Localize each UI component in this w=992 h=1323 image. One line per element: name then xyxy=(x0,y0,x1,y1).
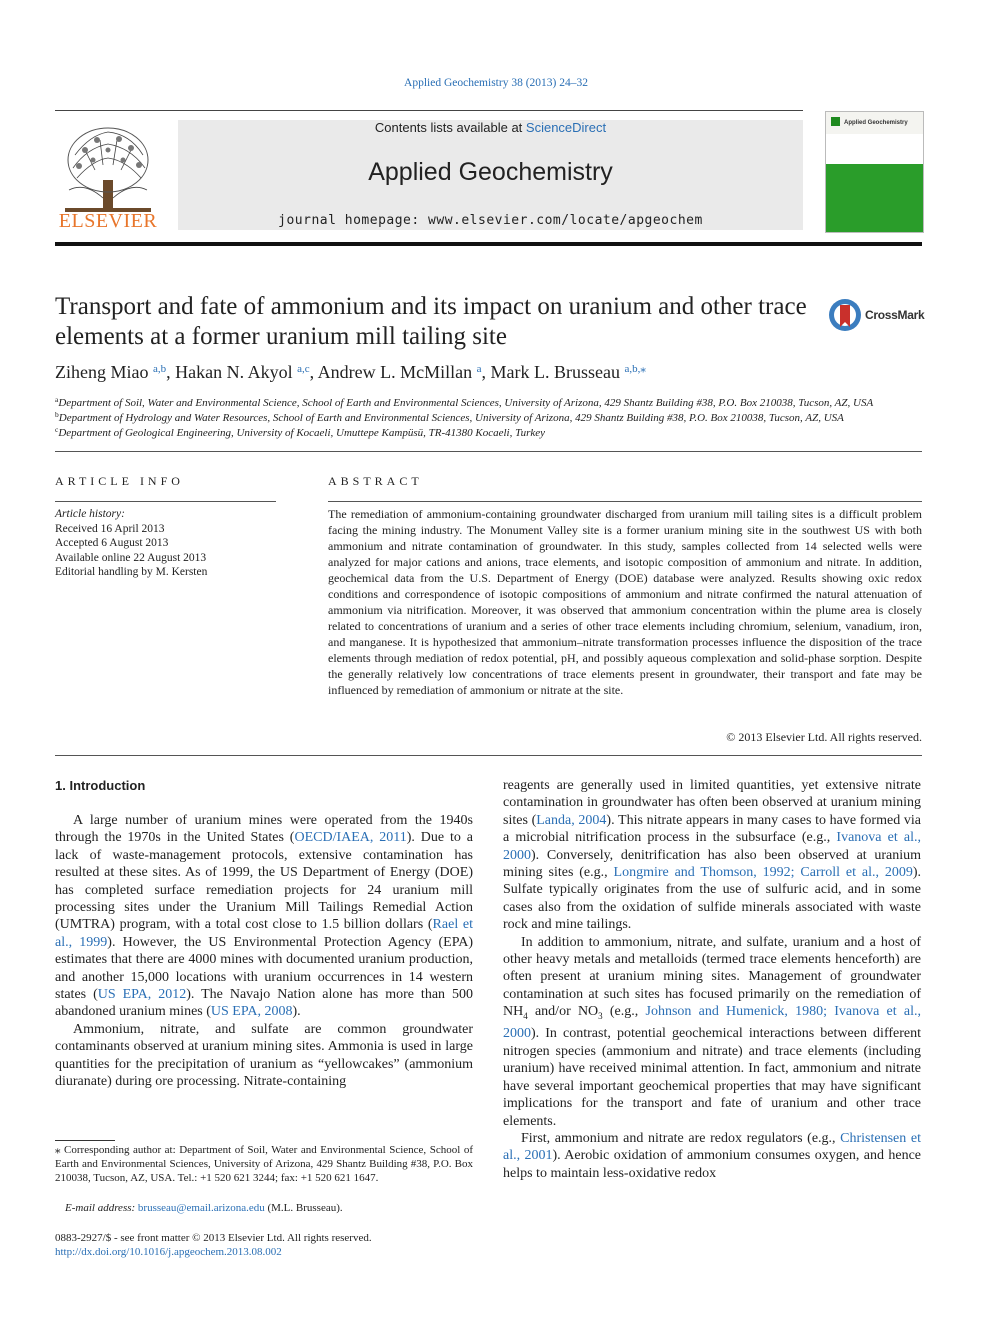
affiliation-text: Department of Geological Engineering, University of Kocaeli, Umuttepe Kampüsü, TR-41380 Kocaeli, Turkey xyxy=(58,427,546,439)
publisher-name: ELSEVIER xyxy=(58,210,158,232)
sciencedirect-link[interactable]: ScienceDirect xyxy=(525,120,607,135)
article-title: Transport and fate of ammonium and its impact on uranium and other trace elements at a former uranium mill tailing site xyxy=(55,293,807,350)
reference-link[interactable]: US EPA, 2012 xyxy=(97,987,187,1003)
paragraph: In addition to ammonium, nitrate, and sulfate, uranium and a host of other heavy metals and metalloids (termed trace elements henceforth) are often present at uranium mining sites. Management of groundwater contamination at such sites has focused primarily on the remediation of $NH_4$ and/or $NO_3$ (e.g., Johnson and Humenick, 1980; Ivanova et al., 2000). In contrast, potential geochemical interactions between different nitrogen species (ammonium and nitrate) and trace elements (including uranium) have received minimal attention. In fact, ammonium and nitrate have several important geochemical properties that may have significant implications for the transport and fate of uranium and other trace elements. xyxy=(503,934,921,1129)
abstract-copyright: © 2013 Elsevier Ltd. All rights reserved. xyxy=(726,730,922,744)
affiliation xyxy=(55,425,935,439)
email-label: E-mail address: xyxy=(65,1202,138,1214)
reference-link[interactable]: Christensen et al., 2001 xyxy=(503,1130,921,1164)
author-name[interactable]: Mark L. Brusseau xyxy=(490,362,620,382)
affiliation-mark: c xyxy=(55,425,59,434)
history-item: Available online 22 August 2013 xyxy=(55,551,207,564)
author-separator: , xyxy=(309,362,318,382)
author-affil-marks[interactable]: a,b,⁎ xyxy=(624,363,646,375)
author-name[interactable]: Hakan N. Akyol xyxy=(175,362,293,382)
email-link[interactable]: brusseau@email.arizona.edu xyxy=(137,1202,265,1214)
article-info-rule xyxy=(55,501,276,502)
contents-line xyxy=(178,120,803,135)
journal-title: Applied Geochemistry xyxy=(368,158,613,186)
abstract-rule xyxy=(328,501,922,502)
author-name[interactable]: Andrew L. McMillan xyxy=(317,362,473,382)
author-separator: , xyxy=(166,362,176,382)
reference-link[interactable]: Longmire and Thomson, 1992; Carroll et al., 2009 xyxy=(613,865,913,881)
cover-band xyxy=(826,134,923,164)
paragraph: A large number of uranium mines were operated from the 1940s through the 1970s in the United States (OECD/IAEA, 2011). Due to a lack of waste-management protocols, extensive contamination has resulted at these sites. As of 1999, the US Department of Energy (DOE) has completed surface remediation projects for 24 uranium mill processing sites under the Uranium Mill Tailings Remedial Action (UMTRA) program, with a total cost close to 1.5 billion dollars (Rael et al., 1999). However, the US Environmental Protection Agency (EPA) estimates that there are 4000 mines with documented uranium production, and another 15,000 locations with uranium occurrences in 14 western states (US EPA, 2012). The Navajo Nation alone has more than 500 abandoned uranium mines (US EPA, 2008). xyxy=(55,813,474,1020)
author-affil-marks[interactable]: a,c xyxy=(297,363,310,375)
affiliation xyxy=(55,410,935,424)
journal-citation[interactable]: Applied Geochemistry 38 (2013) 24–32 xyxy=(404,77,588,89)
history-label: Article history: xyxy=(55,508,125,520)
reference-link[interactable]: Landa, 2004 xyxy=(536,812,607,828)
issn-line: 0883-2927/$ - see front matter © 2013 Elsevier Ltd. All rights reserved. xyxy=(55,1232,372,1244)
author-separator: , xyxy=(481,362,491,382)
reference-link[interactable]: Ivanova et al., 2000 xyxy=(503,830,922,863)
footnote-rule xyxy=(55,1140,115,1141)
history-item: Accepted 6 August 2013 xyxy=(55,537,169,549)
paragraph: Ammonium, nitrate, and sulfate are common groundwater contaminants observed at uranium mining sites. Ammonia is used in large quantities for the precipitation of uranium as “yellowcakes” (ammonium diuranate) during ore processing. Nitrate-containing xyxy=(55,1021,473,1090)
section-heading: 1. Introduction xyxy=(55,778,146,793)
email-suffix: (M.L. Brusseau). xyxy=(264,1202,343,1214)
author-name[interactable]: Ziheng Miao xyxy=(55,362,149,382)
article-history xyxy=(55,507,285,580)
contents-prefix: Contents lists available at xyxy=(374,120,526,135)
affiliation-text: Department of Hydrology and Water Resources, School of Earth and Environmental Sciences, University of Arizona, 429 Shantz Building #38, P.O. Box 210038, Tucson, AZ, USA xyxy=(58,412,844,424)
author-affil-marks[interactable]: a,b xyxy=(152,363,167,375)
journal-cover-thumbnail xyxy=(825,111,924,233)
affiliation-text: Department of Soil, Water and Environmental Science, School of Earth and Environmental Sciences, University of Arizona, 429 Shantz Building #38, P.O. Box 210038, Tucson, AZ, USA xyxy=(58,397,874,409)
reference-link[interactable]: Rael et al., 1999 xyxy=(55,917,474,950)
paragraph: reagents are generally used in limited quantities, yet extensive nitrate contamination in groundwater has often been observed at uranium mining sites (Landa, 2004). This nitrate appears in many cases to have formed via a microbial nitrification process in the subsurface (e.g., Ivanova et al., 2000). Conversely, denitrification has also been observed at uranium mining sites (e.g., Longmire and Thomson, 1992; Carroll et al., 2009). Sulfate typically originates from the use of sulfuric acid, and in some cases also from the oxidation of sulfide minerals associated with waste rock and mine tailings. xyxy=(503,778,922,933)
cover-header xyxy=(826,112,923,134)
reference-link[interactable]: Johnson and Humenick, 1980; Ivanova et al., 2000 xyxy=(503,1004,921,1042)
article-info-heading: ARTICLE INFO xyxy=(55,474,184,488)
reference-link[interactable]: OECD/IAEA, 2011 xyxy=(294,830,407,846)
cover-title: Applied Geochemistry xyxy=(844,120,908,126)
affiliation-rule xyxy=(55,451,922,452)
abstract-end-rule xyxy=(55,755,922,756)
reference-link[interactable]: US EPA, 2008 xyxy=(210,1004,293,1020)
right-column xyxy=(503,777,921,1182)
journal-homepage[interactable]: journal homepage: www.elsevier.com/locate/apgeochem xyxy=(278,213,703,228)
cover-logo-icon xyxy=(831,117,840,126)
left-column xyxy=(55,812,473,1091)
paragraph: First, ammonium and nitrate are redox regulators (e.g., Christensen et al., 2001). Aerobic oxidation of ammonium consumes oxygen, and hence helps to maintain less-oxidative redox xyxy=(503,1130,921,1181)
doi-link[interactable] xyxy=(55,1245,555,1259)
doi-url[interactable]: http://dx.doi.org/10.1016/j.apgeochem.2013.08.002 xyxy=(55,1246,282,1258)
author-affil-marks[interactable]: a xyxy=(476,363,482,375)
crossmark-label: CrossMark xyxy=(865,308,925,322)
affiliation xyxy=(55,395,935,409)
crossmark-icon xyxy=(827,297,863,333)
crossmark-badge[interactable] xyxy=(827,297,927,335)
author-list xyxy=(55,362,925,383)
affiliation-mark: b xyxy=(55,410,59,419)
history-item: Received 16 April 2013 xyxy=(55,522,165,535)
abstract-text: The remediation of ammonium-containing groundwater discharged from uranium mill tailing sites is a difficult problem facing the mining industry. The Monument Valley site is a former uranium mining site in the southwest US with both ammonium and nitrate contamination of groundwater. In this study, samples collected from 14 selected wells were analyzed for major cations and anions, trace elements, and isotopic composition of ammonium and nitrate. In addition, geochemical data from the U.S. Department of Energy (DOE) database were analyzed. Results showing oxic redox conditions and correspondence of isotopic compositions of ammonium and nitrate confirmed the natural attenuation of ammonium via nitrification. Moreover, it was observed that ammonium concentration within the plume area is closely related to concentrations of uranium and a series of other trace elements including chromium, selenium, vanadium, iron, and manganese. It is hypothesized that ammonium–nitrate transformation processes influence the disposition of the trace elements through mediation of redox potential, pH, and possibly aqueous complexation and solid-phase sorption. Despite the generally relatively low concentrations of trace elements present in groundwater, their transport and fate may be influenced by remediation of ammonium or nitrate at the site. xyxy=(328,507,922,697)
history-item: Editorial handling by M. Kersten xyxy=(55,566,208,578)
corresponding-author-footnote: ⁎ Corresponding author at: Department of Soil, Water and Environmental Science, School of Earth and Environmental Sciences, University of Arizona, 429 Shantz Building #38, P.O. Box 210038, Tucson, AZ, USA. Tel.: +1 520 621 3244; fax: +1 520 621 1647. xyxy=(55,1144,473,1184)
email-footnote xyxy=(55,1201,483,1215)
header-rule xyxy=(55,110,803,111)
abstract-heading: ABSTRACT xyxy=(328,474,423,488)
affiliation-mark: a xyxy=(55,395,59,404)
header-thick-rule xyxy=(55,242,922,246)
